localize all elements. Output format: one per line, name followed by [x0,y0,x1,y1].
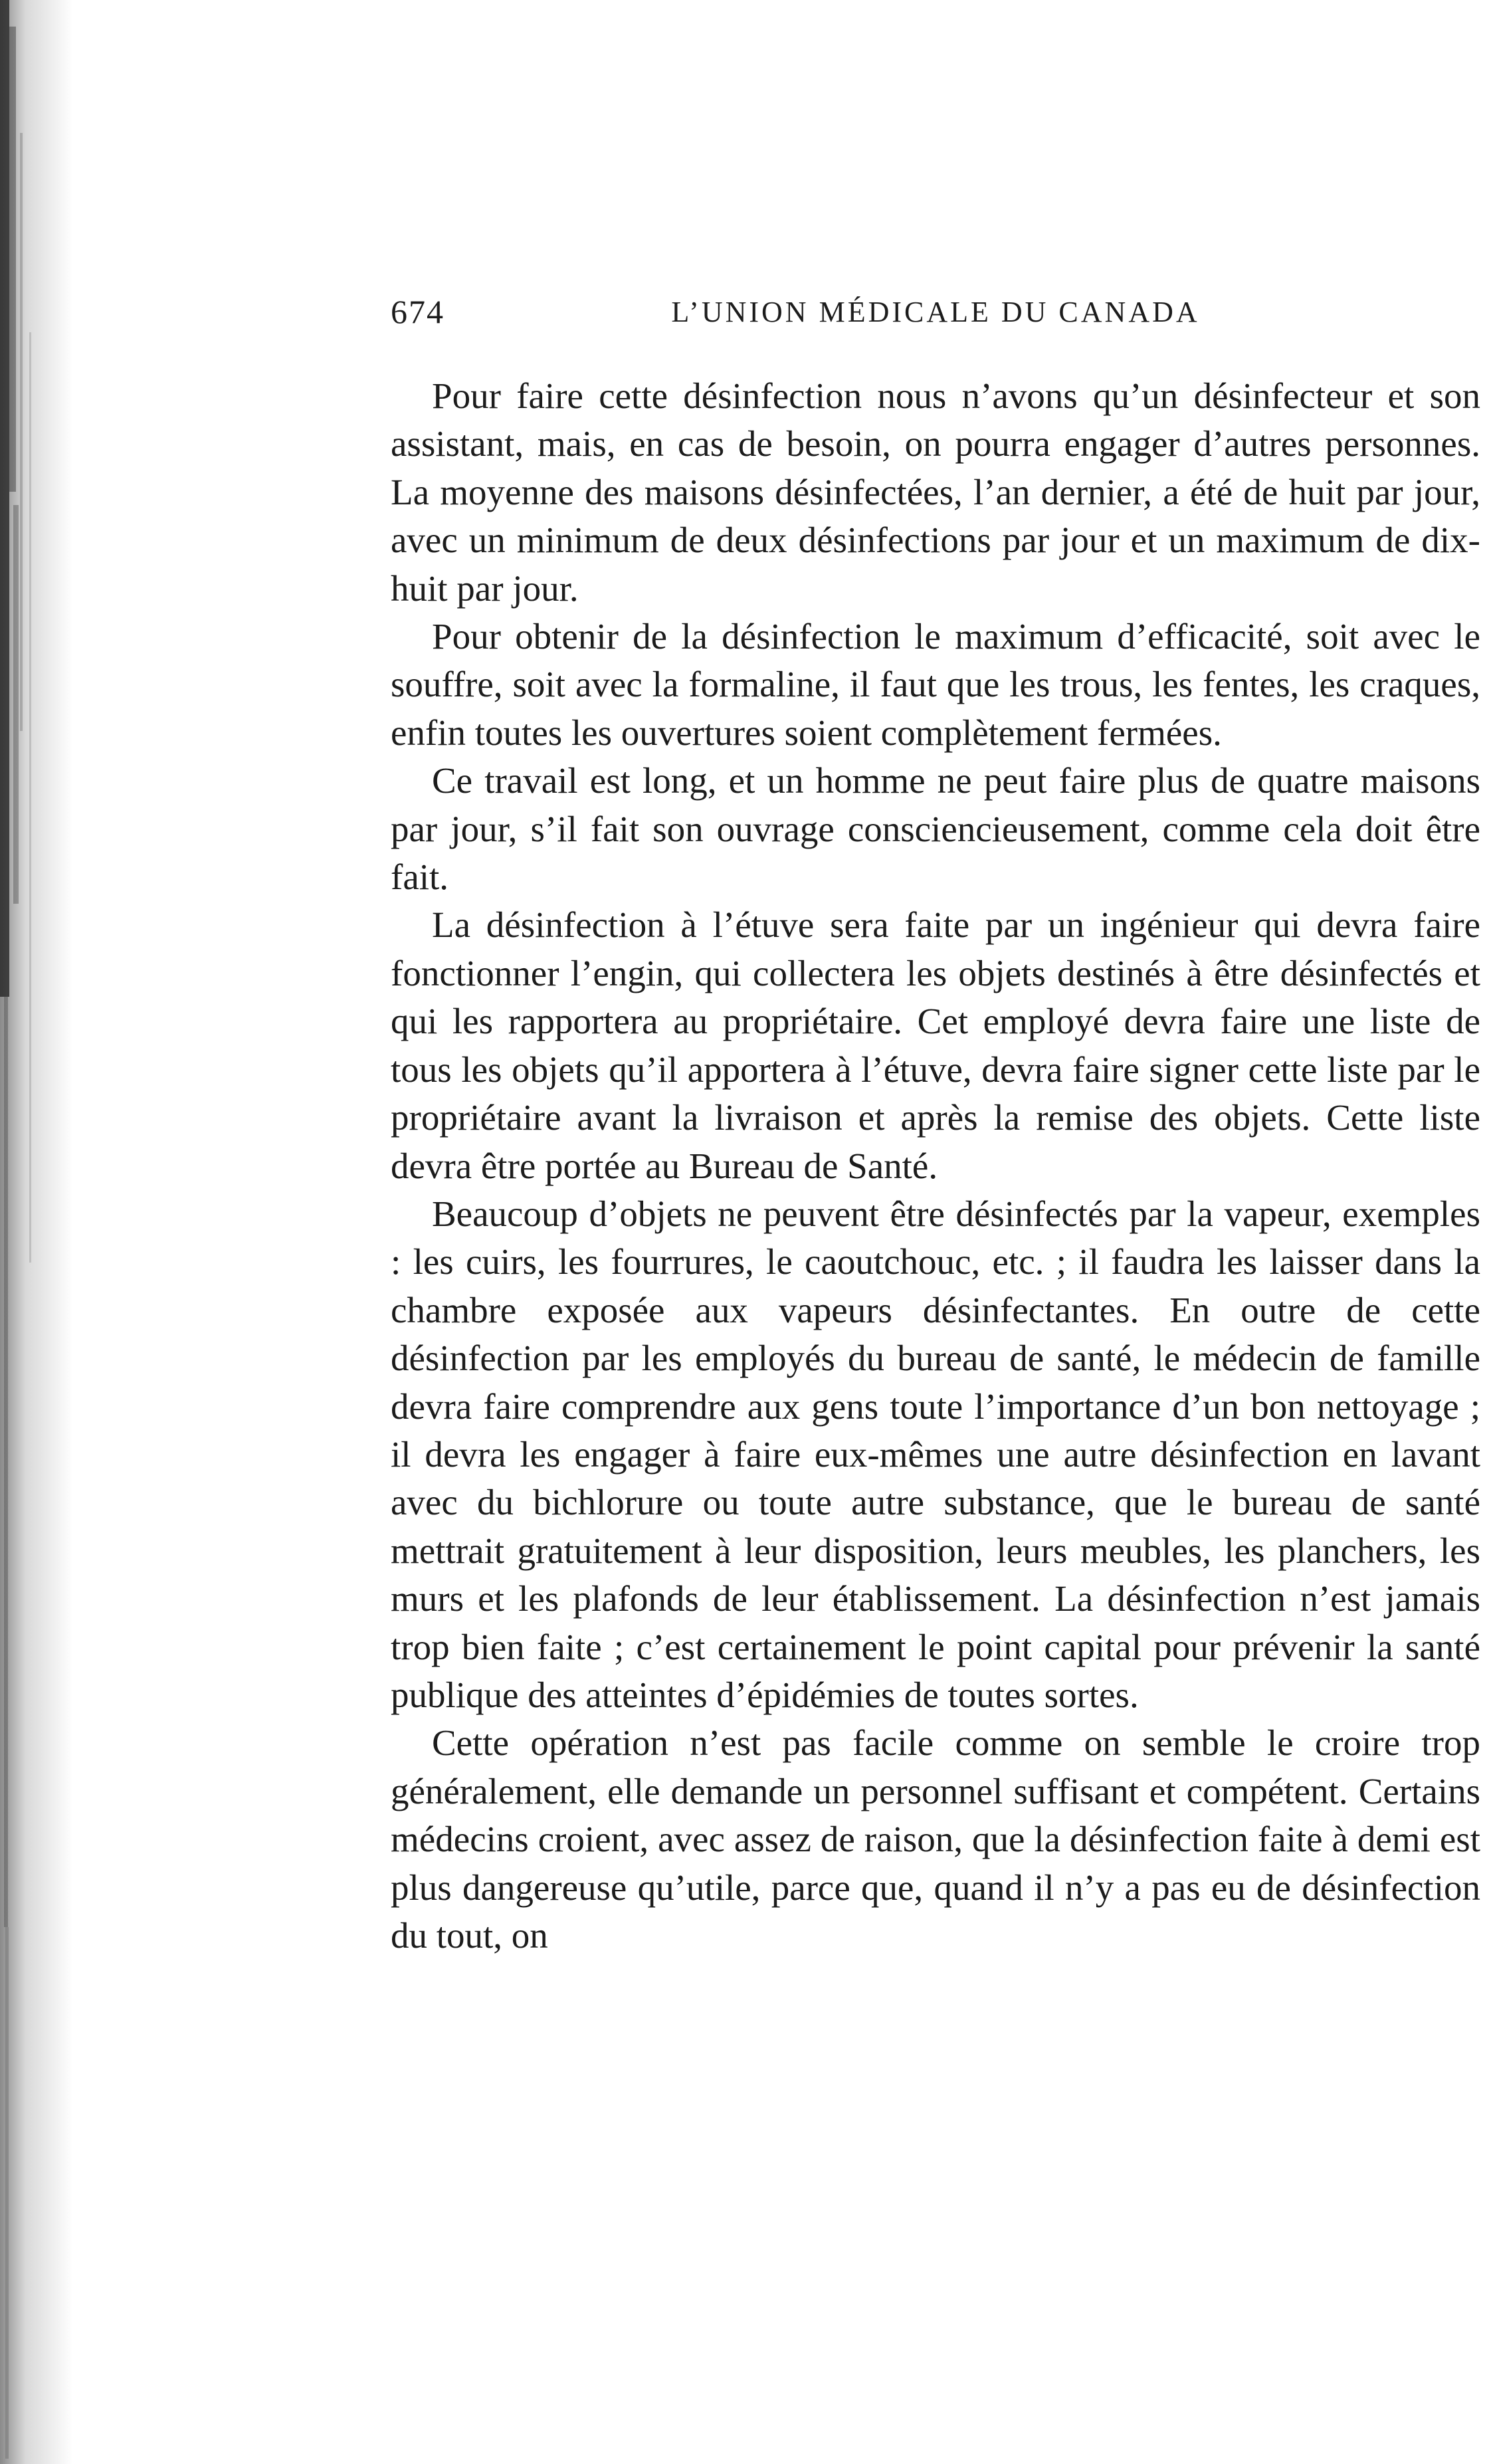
binding-shadow [0,0,73,2464]
paragraph: Ce travail est long, et un homme ne peut faire plus de quatre maisons par jour, s’il fait son ouvrage consciencieusement, comme cela doit être fait. [391,760,1480,898]
paragraph: Pour obtenir de la désinfection le maximum d’efficacité, soit avec le souffre, soit avec la formaline, il faut que les trous, les fentes, les craques, enfin toutes les ouvertures soient complètement fermées. [391,616,1480,753]
paragraph: Cette opération n’est pas facile comme on semble le croire trop généralement, elle demande un personnel suffisant et compétent. Certains médecins croient, avec assez de raison, que la désinfection faite à demi est plus dangereuse qu’utile, parce que, quand il n’y a pas eu de désinfection du tout, on [391,1722,1480,1956]
paragraph: Pour faire cette désinfection nous n’avons qu’un désinfecteur et son assistant, mais, en cas de besoin, on pourra engager d’autres personnes. La moyenne des maisons désinfectées, l’an dernier, a été de huit par jour, avec un minimum de deux désinfections par jour et un maximum de dix-huit par jour. [391,375,1480,609]
page-number: 674 [391,293,445,330]
page-header [391,292,1480,339]
paragraph: La désinfection à l’étuve sera faite par un ingénieur qui devra faire fonctionner l’engin, qui collectera les objets destinés à être désinfectés et qui les rapportera au propriétaire. Cet employé devra faire une liste de tous les objets qu’il apportera à l’étuve, devra faire signer cette liste par le propriétaire avant la livraison et après la remise des objets. Cette liste devra être portée au Bureau de Santé. [391,904,1480,1186]
running-head: L’UNION MÉDICALE DU CANADA [671,296,1200,328]
paragraph: Beaucoup d’objets ne peuvent être désinfectés par la vapeur, exemples : les cuirs, les fourrures, le caoutchouc, etc. ; il faudra les laisser dans la chambre exposée aux vapeurs désinfectantes. En outre de cette désinfection par les employés du bureau de santé, le médecin de famille devra faire comprendre aux gens toute l’importance d’un bon nettoyage ; il devra les engager à faire eux-mêmes une autre désinfection en lavant avec du bichlorure ou toute autre substance, que le bureau de santé mettrait gratuitement à leur disposition, leurs meubles, les planchers, les murs et les plafonds de leur établissement. La désinfection n’est jamais trop bien faite ; c’est certainement le point capital pour prévenir la santé publique des atteintes d’épidémies de toutes sortes. [391,1193,1480,1715]
body-text [391,372,1480,1960]
